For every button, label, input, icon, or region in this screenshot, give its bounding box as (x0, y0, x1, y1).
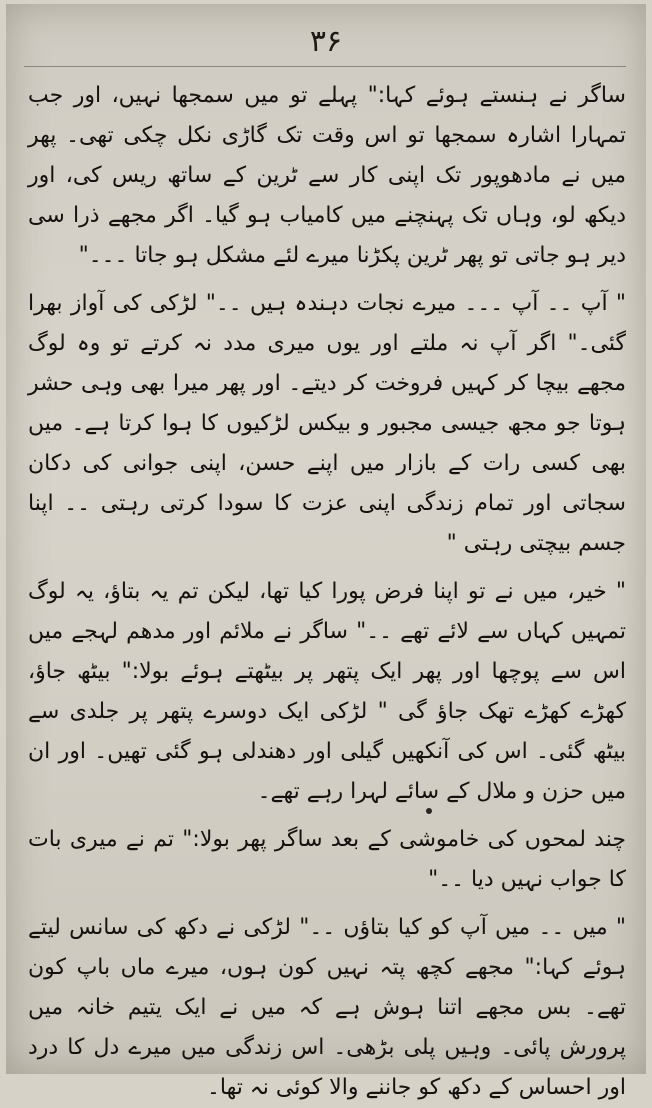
ink-mark (426, 808, 432, 814)
page-number: ۳۶ (309, 24, 343, 59)
book-page (6, 4, 646, 1100)
paragraph-5: " میں ۔۔ میں آپ کو کیا بتاؤں ۔۔" لڑکی نے دکھ کی سانس لیتے ہوئے کہا:" مجھے کچھ پتہ نہیں کون ہوں، میرے ماں باپ کون تھے۔ بس مجھے اتنا ہوش ہے کہ میں نے ایک یتیم خانہ میں پرورش پائی۔ وہیں پلی بڑھی۔ اس زندگی میں میرے دل کا درد اور احساس کے دکھ کو جاننے والا کوئی نہ تھا۔ (28, 915, 626, 1100)
paragraph-1: ساگر نے ہنستے ہوئے کہا:" پہلے تو میں سمجھا نہیں، اور جب تمہارا اشارہ سمجھا تو اس وقت تک گاڑی نکل چکی تھی۔ پھر میں نے مادھوپور تک اپنی کار سے ٹرین کے ساتھ ریس کی، اور دیکھ لو، وہاں تک پہنچنے میں کامیاب ہو گیا۔ اگر مجھے ذرا سی دیر ہو جاتی تو پھر ٹرین پکڑنا میرے لئے مشکل ہو جاتا ۔۔۔" (28, 83, 626, 268)
paragraph-4: چند لمحوں کی خاموشی کے بعد ساگر پھر بولا:" تم نے میری بات کا جواب نہیں دیا ۔۔" (28, 827, 626, 892)
paragraph-3: " خیر، میں نے تو اپنا فرض پورا کیا تھا، لیکن تم یہ بتاؤ، یہ لوگ تمہیں کہاں سے لائے تھے ۔۔" ساگر نے ملائم اور مدھم لہجے میں اس سے پوچھا اور پھر ایک پتھر پر بیٹھتے ہوئے بولا:" بیٹھ جاؤ، کھڑے کھڑے تھک جاؤ گی " لڑکی ایک دوسرے پتھر پر جلدی سے بیٹھ گئی۔ اس کی آنکھیں گیلی اور دھندلی ہو گئی تھیں۔ اور ان میں حزن و ملال کے سائے لہرا رہے تھے۔ (28, 579, 626, 804)
paragraph-2: " آپ ۔۔ آپ ۔۔۔ میرے نجات دہندہ ہیں ۔۔" لڑکی کی آواز بھرا گئی۔" اگر آپ نہ ملتے اور یوں میری مدد نہ کرتے تو وہ لوگ مجھے بیچا کر کہیں فروخت کر دیتے۔ اور پھر میرا بھی وہی حشر ہوتا جو مجھ جیسی مجبور و بیکس لڑکیوں کا ہوا کرتا ہے۔ میں بھی کسی رات کے بازار میں اپنے حسن، اپنی جوانی کی دکان سجاتی اور تمام زندگی اپنی عزت کا سودا کرتی رہتی ۔۔ اپنا جسم بیچتی رہتی " (28, 291, 626, 556)
page-body (28, 76, 626, 1108)
header-rule (24, 66, 626, 67)
